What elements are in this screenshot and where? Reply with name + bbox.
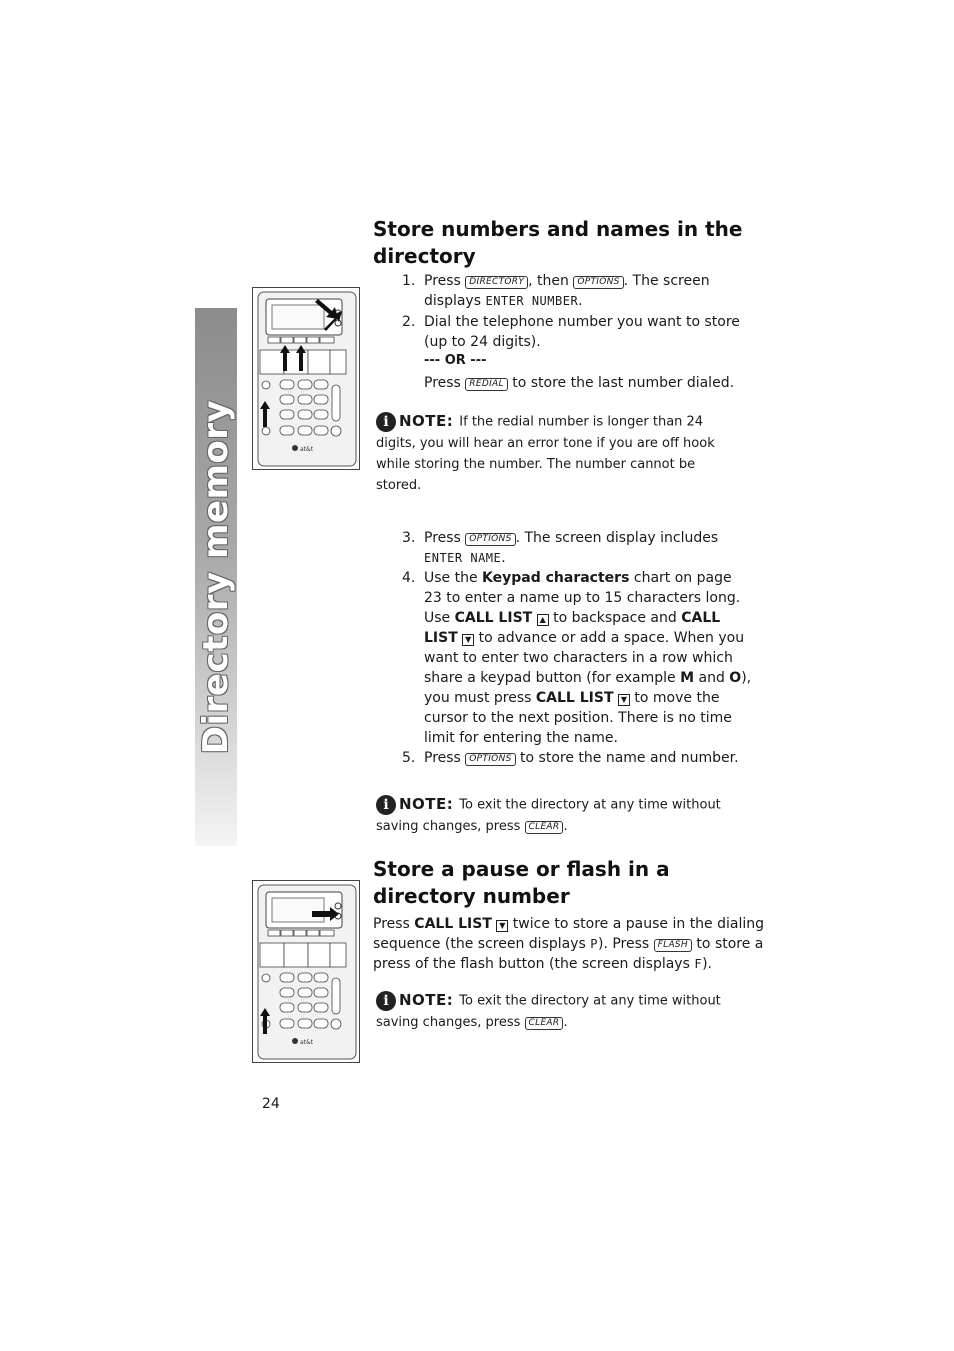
section-heading-store-numbers (373, 216, 773, 270)
note-exit-directory-1 (376, 794, 746, 837)
step-text: . The screen display includes (515, 530, 719, 546)
note-label: NOTE: (399, 991, 454, 1009)
para-text: to store a press of the flash button (the screen displays (373, 936, 764, 972)
svg-text:at&t: at&t (300, 1039, 314, 1046)
para-text: ). (702, 956, 712, 972)
down-arrow-icon: ▼ (618, 694, 630, 706)
step-text: Press (424, 273, 466, 289)
step-5 (402, 748, 752, 768)
side-tab-label: Directory memory (196, 399, 236, 755)
options-key: OPTIONS (573, 276, 623, 289)
bold-term: Keypad characters (482, 570, 630, 586)
bold-term: CALL LIST (535, 690, 614, 706)
step-3 (402, 528, 752, 568)
bold-term: O (729, 670, 742, 686)
step-text: Press (424, 530, 466, 546)
clear-key: CLEAR (525, 821, 564, 834)
screen-display-text: ENTER NUMBER (485, 294, 579, 308)
step-text: to advance or add a space. When you want to enter two characters in a row which share a keypad button (for example (424, 630, 745, 686)
info-icon: i (376, 412, 396, 432)
note-text: To exit the directory at any time without saving changes, press (376, 993, 721, 1030)
step-text: to store the last number dialed. (507, 375, 735, 391)
step-text: Dial the telephone number you want to store (up to 24 digits). (424, 314, 740, 350)
note-text: If the redial number is longer than 24 digits, you will hear an error tone if you are off hook while storing the number. The number cannot be stored. (376, 414, 715, 493)
step-text: chart on page 23 to enter a name up to 15 characters long. Use (424, 570, 741, 626)
step-text: Press (424, 750, 466, 766)
page-number: 24 (262, 1096, 280, 1112)
note-text: . (563, 818, 568, 834)
options-key: OPTIONS (465, 533, 515, 546)
down-arrow-icon: ▼ (462, 634, 474, 646)
directory-key: DIRECTORY (465, 276, 528, 289)
para-text: ). Press (597, 936, 654, 952)
step-text: , then (528, 273, 574, 289)
note-text: . (563, 1014, 568, 1030)
redial-key: REDIAL (465, 378, 508, 391)
note-label: NOTE: (399, 412, 454, 430)
phone-illustration-1 (252, 287, 360, 474)
step-number: 5. (402, 750, 416, 766)
heading-text: Store a pause or flash in a directory number (373, 857, 670, 908)
step-text: to store the name and number. (515, 750, 739, 766)
info-icon: i (376, 991, 396, 1011)
para-text: twice to store a pause in the dialing sequence (the screen displays (373, 916, 765, 952)
down-arrow-icon: ▼ (496, 920, 508, 932)
phone-diagram-icon (252, 287, 360, 470)
up-arrow-icon: ▲ (537, 614, 549, 626)
clear-key: CLEAR (525, 1017, 564, 1030)
step-number: 2. (402, 314, 416, 330)
svg-text:at&t: at&t (300, 446, 314, 453)
phone-diagram-icon (252, 880, 360, 1063)
step-text: Press (424, 375, 466, 391)
section-heading-pause-flash (373, 856, 703, 910)
screen-display-text: P (590, 937, 598, 951)
step-text: . (578, 293, 583, 309)
steps-3-5 (402, 528, 752, 768)
flash-key: FLASH (654, 939, 692, 952)
redial-line (424, 373, 742, 393)
options-key: OPTIONS (465, 753, 515, 766)
step-4 (402, 568, 752, 748)
pause-flash-paragraph (373, 914, 778, 974)
steps-1-2 (402, 271, 742, 393)
step-text: . (501, 550, 506, 566)
step-text: to move the cursor to the next position. There is no time limit for entering the name. (424, 690, 732, 746)
bold-term: CALL LIST (414, 916, 492, 932)
info-icon: i (376, 795, 396, 815)
bold-term: M (680, 670, 695, 686)
screen-display-text: ENTER NAME (424, 551, 502, 565)
step-2 (402, 312, 742, 393)
step-text: to backspace and (548, 610, 682, 626)
step-text: Use the (424, 570, 483, 586)
step-number: 1. (402, 273, 416, 289)
or-separator: --- OR --- (424, 353, 487, 368)
step-number: 4. (402, 570, 416, 586)
para-text: Press (373, 916, 415, 932)
step-text: ), you must press (424, 670, 752, 706)
note-label: NOTE: (399, 795, 454, 813)
phone-illustration-2 (252, 880, 360, 1067)
side-tab (195, 308, 237, 846)
note-text: To exit the directory at any time without saving changes, press (376, 797, 721, 834)
heading-text: Store numbers and names in the directory (373, 217, 743, 268)
screen-display-text: F (694, 957, 703, 971)
step-text: and (694, 670, 730, 686)
step-text: . The screen displays (424, 273, 710, 309)
bold-term: CALL LIST (454, 610, 533, 626)
step-number: 3. (402, 530, 416, 546)
note-redial (376, 411, 721, 496)
bold-term: CALL LIST (424, 610, 721, 646)
note-exit-directory-2 (376, 990, 746, 1033)
step-1 (402, 271, 742, 311)
